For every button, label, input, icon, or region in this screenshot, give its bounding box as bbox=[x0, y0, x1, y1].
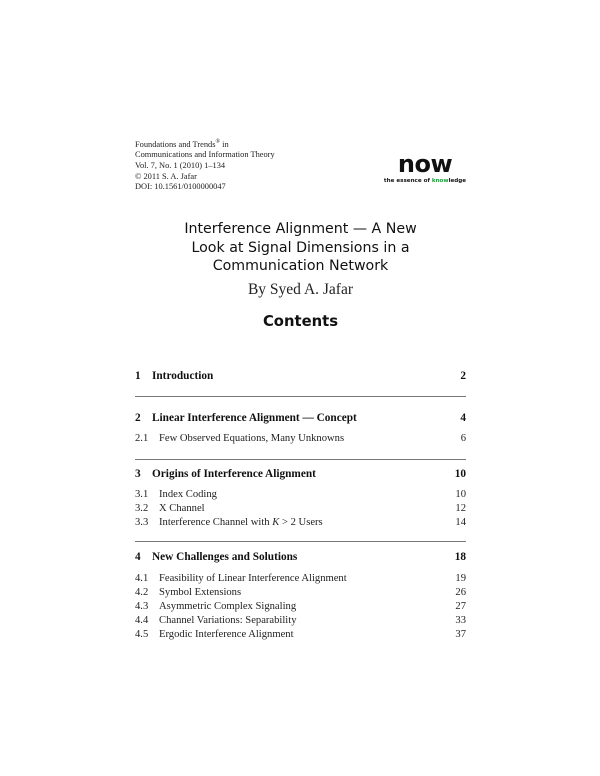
toc-number: 3 bbox=[135, 468, 141, 480]
contents-heading: Contents bbox=[262, 313, 339, 330]
toc-title: Origins of Interference Alignment bbox=[152, 468, 316, 480]
journal-subject: Communications and Information Theory bbox=[135, 150, 275, 160]
logo-tagline: the essence of knowledge bbox=[384, 178, 466, 184]
toc-number: 4 bbox=[135, 551, 141, 563]
toc-page-number: 6 bbox=[460, 433, 466, 444]
toc-section-row bbox=[135, 587, 466, 598]
toc-section-row bbox=[135, 489, 466, 500]
toc-number: 3.1 bbox=[135, 489, 149, 500]
toc-number: 3.2 bbox=[135, 503, 149, 514]
toc-page-number: 27 bbox=[455, 601, 466, 612]
toc-section-row bbox=[135, 503, 466, 514]
toc-page-number: 37 bbox=[455, 629, 466, 640]
toc-number: 1 bbox=[135, 370, 141, 382]
toc-title: Feasibility of Linear Interference Alignment bbox=[159, 573, 347, 584]
toc-section-row bbox=[135, 517, 466, 528]
toc-chapter-row bbox=[135, 551, 466, 563]
toc-chapter-row bbox=[135, 412, 466, 424]
toc-page-number: 19 bbox=[455, 573, 466, 584]
toc-title: Symbol Extensions bbox=[159, 587, 242, 598]
registered-mark: ® bbox=[215, 139, 221, 145]
toc-section-row bbox=[135, 615, 466, 626]
title-line-3: Communication Network bbox=[212, 258, 389, 274]
toc-page-number: 33 bbox=[455, 615, 466, 626]
toc-number: 2.1 bbox=[135, 433, 149, 444]
toc-number: 4.3 bbox=[135, 601, 149, 612]
author-line: By Syed A. Jafar bbox=[247, 281, 354, 298]
toc-section-row bbox=[135, 601, 466, 612]
toc-number: 4.4 bbox=[135, 615, 149, 626]
toc-title: Channel Variations: Separability bbox=[159, 615, 297, 626]
toc-page-number: 10 bbox=[455, 489, 466, 500]
toc-title: New Challenges and Solutions bbox=[152, 551, 298, 563]
toc-number: 4.1 bbox=[135, 573, 149, 584]
toc-section-row bbox=[135, 629, 466, 640]
toc-page-number: 14 bbox=[455, 517, 466, 528]
copyright-notice: © 2011 S. A. Jafar bbox=[135, 171, 197, 181]
title-line-2: Look at Signal Dimensions in a bbox=[191, 239, 410, 256]
toc-number: 4.2 bbox=[135, 587, 149, 598]
toc-title: Interference Channel with K > 2 Users bbox=[159, 517, 323, 528]
toc-divider bbox=[135, 396, 466, 397]
toc-title: Introduction bbox=[152, 370, 214, 382]
table-of-contents bbox=[135, 0, 466, 776]
toc-title: Few Observed Equations, Many Unknowns bbox=[159, 433, 345, 444]
toc-number: 4.5 bbox=[135, 629, 149, 640]
toc-chapter-row bbox=[135, 370, 466, 382]
toc-page-number: 26 bbox=[455, 587, 466, 598]
logo-wordmark: now bbox=[397, 150, 453, 178]
toc-page-number: 10 bbox=[454, 468, 466, 480]
toc-divider bbox=[135, 459, 466, 460]
toc-page-number: 2 bbox=[460, 370, 466, 382]
toc-page-number: 12 bbox=[455, 503, 466, 514]
title-line-1: Interference Alignment — A New bbox=[184, 221, 417, 237]
toc-chapter-row bbox=[135, 468, 466, 480]
toc-divider bbox=[135, 541, 466, 542]
volume-info: Vol. 7, No. 1 (2010) 1–134 bbox=[135, 160, 226, 170]
toc-title: Ergodic Interference Alignment bbox=[159, 629, 294, 640]
toc-title: Asymmetric Complex Signaling bbox=[159, 601, 297, 612]
toc-section-row bbox=[135, 573, 466, 584]
toc-number: 3.3 bbox=[135, 517, 149, 528]
toc-title: Index Coding bbox=[159, 489, 217, 500]
toc-page-number: 4 bbox=[460, 412, 466, 424]
toc-section-row bbox=[135, 433, 466, 444]
doi: DOI: 10.1561/0100000047 bbox=[135, 182, 226, 192]
journal-name-suffix: in bbox=[220, 139, 229, 149]
toc-number: 2 bbox=[135, 412, 141, 424]
journal-name: Foundations and Trends bbox=[135, 139, 216, 149]
toc-page-number: 18 bbox=[454, 551, 466, 563]
toc-title: X Channel bbox=[159, 503, 205, 514]
toc-title: Linear Interference Alignment — Concept bbox=[152, 412, 357, 424]
